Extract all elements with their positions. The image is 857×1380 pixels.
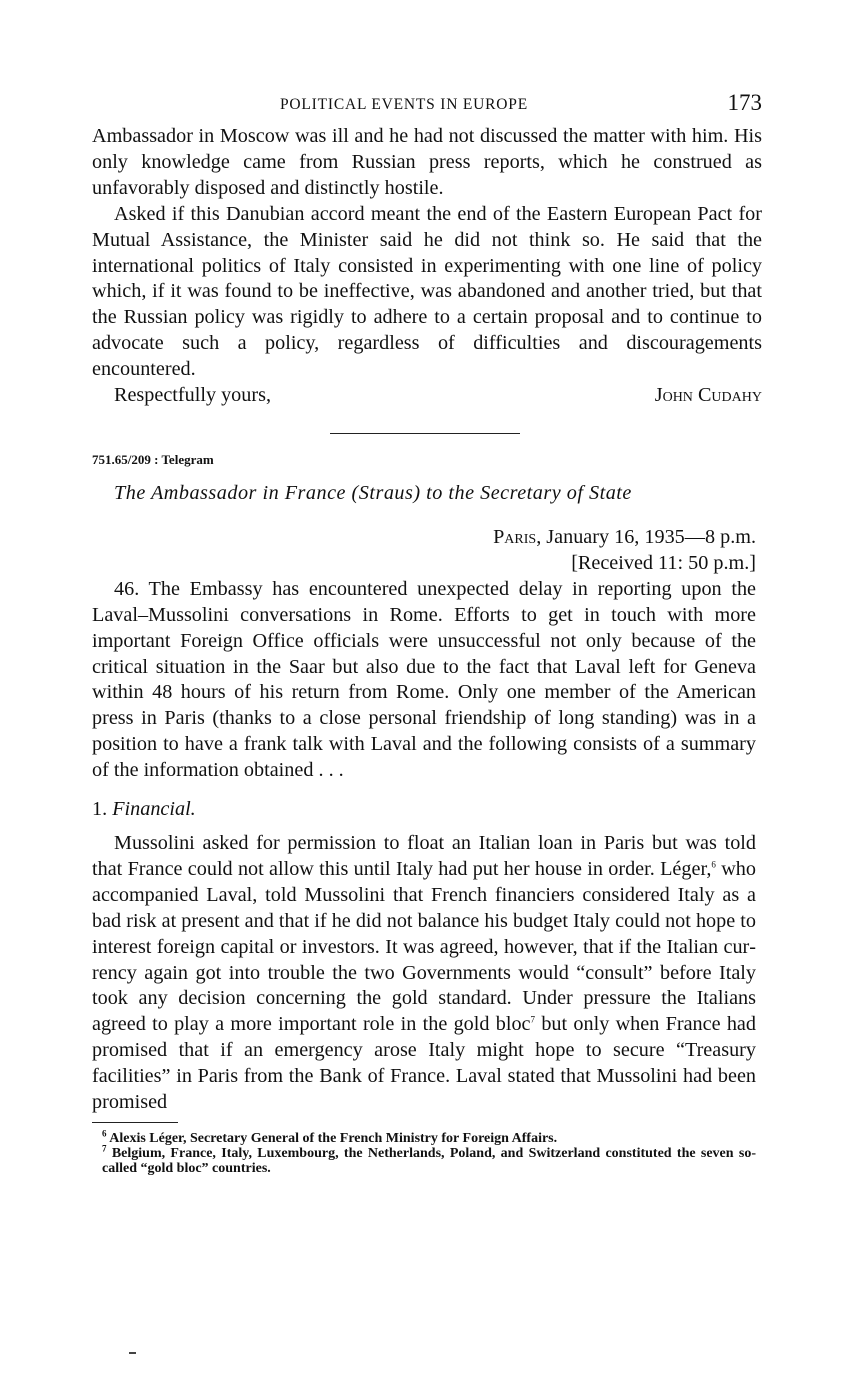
- financial-text-1: Mussolini asked for permission to float an Italian loan in Paris but was told that France could not allow this until Italy had put her house in order. Léger,: [92, 832, 756, 880]
- financial-text-2: who accompanied Laval, told Mussolini that French financiers considered Italy as a bad risk at present and that if he did not balance his budget Italy could not hope to interest foreign capital or investors. It was agreed, however, that if the Italian currency again got into trouble the two Governments would “consult” before Italy took any decision concerning the gold standard. Under pressure the Italians agreed to play a more important role in the gold bloc: [92, 857, 756, 1036]
- footnote-text: Belgium, France, Italy, Luxembourg, the Netherlands, Poland, and Switzerland constituted the seven so-called “gold bloc” countries.: [102, 1146, 756, 1176]
- telegram-body: [92, 577, 756, 1116]
- date-line: [92, 525, 756, 551]
- financial-paragraph: [92, 831, 756, 1116]
- document-file-id: 751.65/209 : Telegram: [92, 451, 214, 467]
- financial-text-3: but only when France had promised that if an emergency arose Italy might hope to secure “Treasury facilities” in Paris from the Bank of France. Laval stated that Mussolini had been promised: [92, 1013, 756, 1114]
- letter-closing: [92, 383, 762, 409]
- footnote-text: Alexis Léger, Secretary General of the French Ministry for Foreign Affairs.: [109, 1131, 558, 1146]
- closing-salutation: Respectfully yours,: [114, 384, 271, 407]
- section-number: 1.: [92, 798, 108, 821]
- footnote-rule: [92, 1122, 178, 1123]
- page-content: [92, 88, 762, 1176]
- section-title: Financial.: [112, 798, 196, 821]
- footnote-6: [92, 1128, 756, 1146]
- footnote-ref-6: 6: [711, 859, 716, 870]
- letter-paragraph-continued: Ambassador in Moscow was ill and he had not discussed the matter with him. His only knowledge came from Russian press reports, which he construed as unfavorably disposed and distinctly hostile.: [92, 125, 762, 199]
- footnotes: [92, 1128, 756, 1176]
- letter-paragraph-danubian-accord: Asked if this Danubian accord meant the end of the Eastern European Pact for Mutual Assistance, the Minister said he did not think so. He said that the international politics of Italy consisted in experimenting with one line of policy which, if it was found to be ineffective, was abandoned and another tried, but that the Russian policy was rigidly to adhere to a certain proposal and to continue to advocate such a policy, regardless of difficulties and discouragements encountered.: [92, 202, 762, 381]
- running-title: POLITICAL EVENTS IN EUROPE: [280, 96, 528, 113]
- received-line: [Received 11: 50 p.m.]: [571, 551, 756, 574]
- section-heading: [92, 798, 756, 821]
- document-heading: The Ambassador in France (Straus) to the Secretary of State: [114, 481, 632, 504]
- footnote-7: [92, 1143, 756, 1176]
- paragraph-46: 46. The Embassy has encountered unexpected delay in reporting upon the Laval–Mussolini conversations in Rome. Efforts to get in touch with more important Foreign Office officials were unsuccessful not only because of the critical situation in the Saar but also due to the fact that Laval left for Geneva within 48 hours of his return from Rome. Only one member of the American press in Paris (thanks to a close personal friendship of long standing) was in a position to have a frank talk with Laval and the following consists of a summary of the information obtained . . .: [92, 577, 756, 782]
- signature: John Cudahy: [654, 384, 762, 407]
- running-head: [92, 88, 762, 124]
- dateline: [92, 525, 762, 577]
- place: Paris,: [493, 525, 542, 548]
- footnote-ref-7: 7: [530, 1014, 536, 1025]
- stray-mark: [129, 1352, 136, 1354]
- footnote-marker: 6: [102, 1128, 107, 1139]
- section-divider: [330, 433, 520, 434]
- page-number: 173: [727, 90, 762, 115]
- date: January 16, 1935—8 p.m.: [546, 525, 756, 548]
- footnote-marker: 7: [102, 1143, 107, 1154]
